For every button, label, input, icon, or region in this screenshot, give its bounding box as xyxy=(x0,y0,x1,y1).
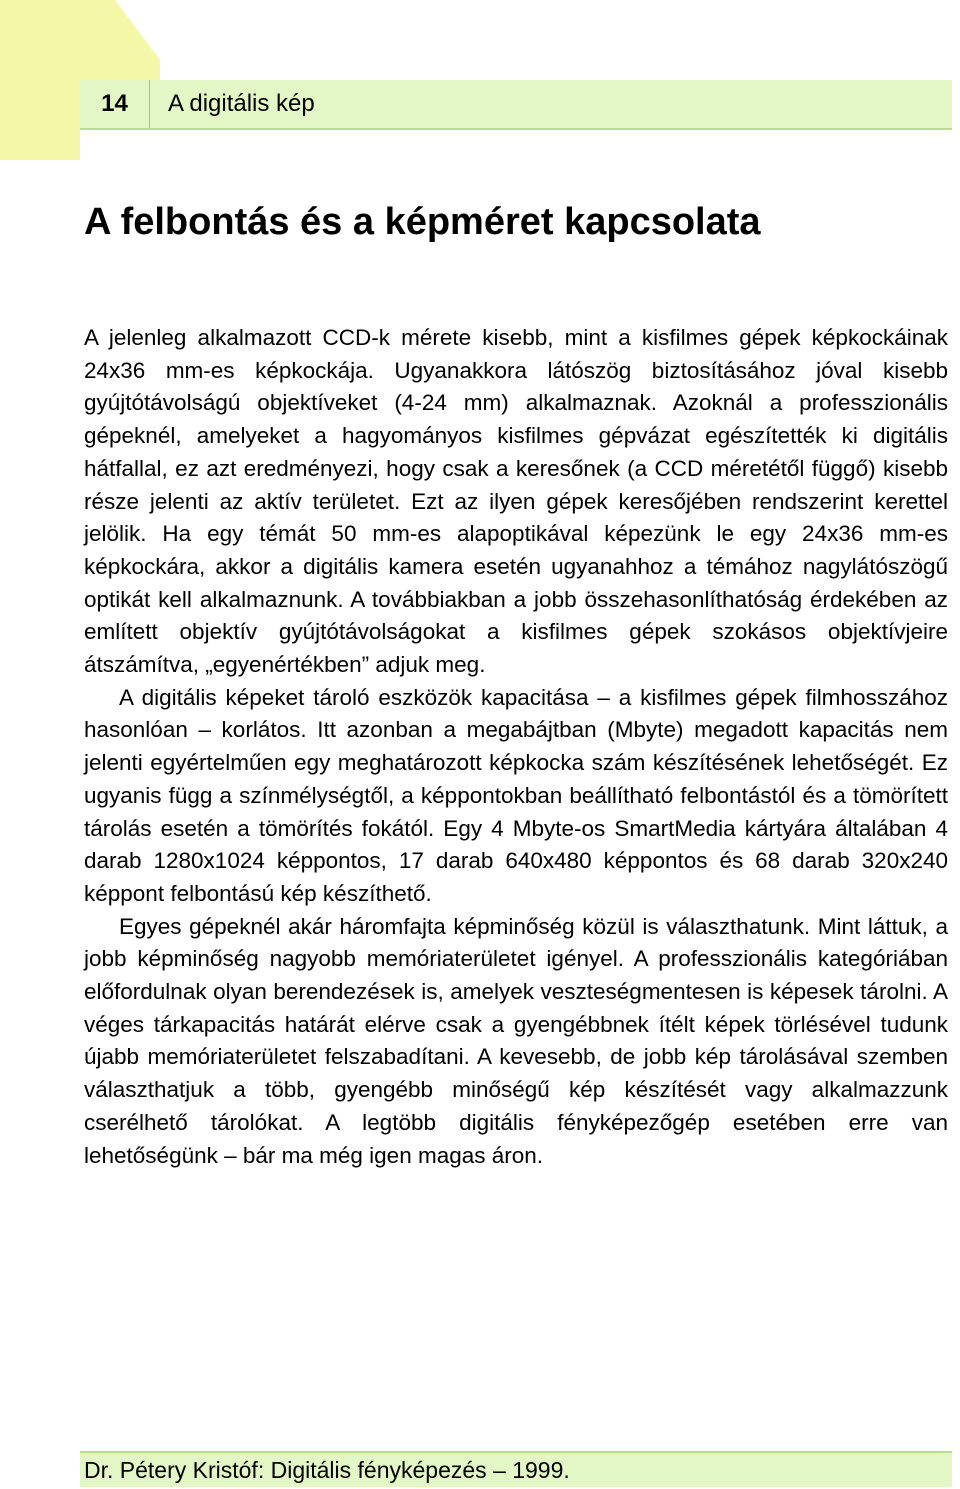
body-text xyxy=(84,322,948,1172)
page-footer xyxy=(80,1451,952,1487)
section-title: A felbontás és a képméret kapcsolata xyxy=(84,201,761,243)
paragraph-1: A jelenleg alkalmazott CCD-k mérete kisebb, mint a kisfilmes gépek képkockáinak 24x36 mm-es képkockája. Ugyanakkora látószög biztosításához jóval kisebb gyújtótávolságú objektíveket (4-24 mm) alkalmaznak. Azoknál a professzionális gépeknél, amelyeket a hagyományos kisfilmes gépvázat egészítették ki digitális hátfallal, ez azt eredményezi, hogy csak a keresőnek (a CCD méretétől függő) kisebb része jelenti az aktív területet. Ezt az ilyen gépek keresőjében rendszerint kerettel jelölik. Ha egy témát 50 mm-es alapoptikával képezünk le egy 24x36 mm-es képkockára, akkor a digitális kamera esetén ugyanahhoz a témához nagylátószögű optikát kell alkalmaznunk. A továbbiakban a jobb összehasonlíthatóság érdekében az említett objektív gyújtótávolságokat a kisfilmes gépek szokásos objektívjeire átszámítva, „egyenértékben” adjuk meg. xyxy=(84,325,948,678)
page-number: 14 xyxy=(80,80,150,128)
paragraph-3: Egyes gépeknél akár háromfajta képminőség közül is választhatunk. Mint láttuk, a jobb képminőség nagyobb memóriaterületet igényel. A professzionális kategóriában előfordulnak olyan berendezések is, amelyek veszteségmentesen is képesek tárolni. A véges tárkapacitás határát elérve csak a gyengébbnek ítélt képek törlésével tudunk újabb memóriaterületet felszabadítani. A kevesebb, de jobb kép tárolásával szemben választhatjuk a több, gyengébb minőségű kép készítését vagy alkalmazzunk cserélhető tárolókat. A legtöbb digitális fényképezőgép esetében erre van lehetőségünk – bár ma még igen magas áron. xyxy=(84,913,948,1168)
footer-text: Dr. Pétery Kristóf: Digitális fényképezés – 1999. xyxy=(84,1457,570,1483)
page-header xyxy=(80,80,952,130)
paragraph-2: A digitális képeket tároló eszközök kapacitása – a kisfilmes gépek filmhosszához hasonlóan – korlátos. Itt azonban a megabájtban (Mbyte) megadott kapacitás nem jelenti egyértelműen egy meghatározott képkocka szám készítésének lehetőségét. Ez ugyanis függ a színmélységtől, a képpontokban beállítható felbontástól és a tömörített tárolás esetén a tömörítés fokától. Egy 4 Mbyte-os SmartMedia kártyára általában 4 darab 1280x1024 képpontos, 17 darab 640x480 képpontos és 68 darab 320x240 képpont felbontású kép készíthető. xyxy=(84,684,948,906)
running-title: A digitális kép xyxy=(168,90,315,117)
